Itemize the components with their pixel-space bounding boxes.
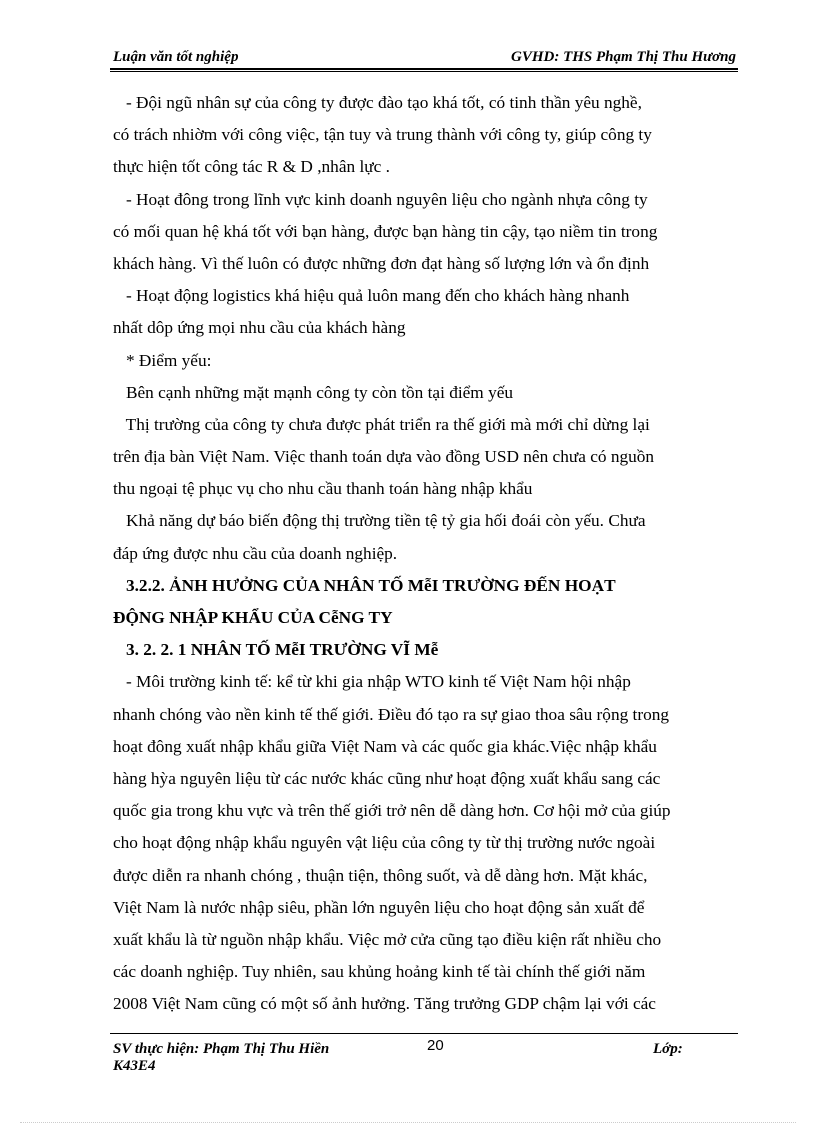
text-line: - Hoạt động logistics khá hiệu quả luôn mang đến cho khách hàng nhanh bbox=[113, 286, 630, 306]
text-line: đáp ứng được nhu cầu của doanh nghiệp. bbox=[113, 543, 398, 563]
section-heading: 3.2.2. ẢNH HƯỞNG CỦA NHÂN TỐ MễI TRƯỜNG ĐẾN HOẠT bbox=[113, 575, 616, 595]
text-line: cho hoạt động nhập khẩu nguyên vật liệu của công ty từ thị trường nước ngoài bbox=[113, 833, 656, 853]
text-line: xuất khẩu là từ nguồn nhập khẩu. Việc mở cửa cũng tạo điều kiện rất nhiều cho bbox=[113, 929, 662, 949]
header-left: Luận văn tốt nghiệp bbox=[113, 49, 239, 65]
footer-class-code: K43E4 bbox=[113, 1058, 156, 1074]
text-line: thu ngoại tệ phục vụ cho nhu cầu thanh toán hàng nhập khẩu bbox=[113, 479, 533, 499]
text-line: có mối quan hệ khá tốt với bạn hàng, được bạn hàng tin cậy, tạo niềm tin trong bbox=[113, 221, 658, 241]
header-rule bbox=[110, 68, 738, 70]
text-line: * Điểm yếu: bbox=[113, 350, 212, 370]
header-rule-thin bbox=[110, 71, 738, 72]
text-line: 2008 Việt Nam cũng có một số ảnh hưởng. Tăng trưởng GDP chậm lại với các bbox=[113, 994, 656, 1014]
text-line: khách hàng. Vì thế luôn có được những đơn đạt hàng số lượng lớn và ổn định bbox=[113, 253, 650, 273]
text-line: thực hiện tốt công tác R & D ,nhân lực . bbox=[113, 157, 390, 177]
text-line: - Hoạt đông trong lĩnh vực kinh doanh nguyên liệu cho ngành nhựa công ty bbox=[113, 189, 648, 209]
text-line: trên địa bàn Việt Nam. Việc thanh toán dựa vào đồng USD nên chưa có nguồn bbox=[113, 447, 655, 467]
subsection-heading: 3. 2. 2. 1 NHÂN TỐ MễI TRƯỜNG VĨ Mễ bbox=[113, 640, 439, 660]
section-heading-cont: ĐỘNG NHẬP KHẨU CỦA CễNG TY bbox=[113, 608, 393, 627]
text-line: hoạt đông xuất nhập khẩu giữa Việt Nam và các quốc gia khác.Việc nhập khẩu bbox=[113, 736, 657, 756]
text-line: được diễn ra nhanh chóng , thuận tiện, thông suốt, và dễ dàng hơn. Mặt khác, bbox=[113, 865, 648, 885]
text-line: Bên cạnh những mặt mạnh công ty còn tồn tại điểm yếu bbox=[113, 382, 514, 402]
text-line: Việt Nam là nước nhập siêu, phần lớn nguyên liệu cho hoạt động sản xuất để bbox=[113, 897, 645, 917]
text-line: - Đội ngũ nhân sự của công ty được đào tạo khá tốt, có tinh thần yêu nghề, bbox=[113, 93, 642, 112]
text-line: các doanh nghiệp. Tuy nhiên, sau khủng hoảng kinh tế tài chính thế giới năm bbox=[113, 962, 646, 982]
text-line: quốc gia trong khu vực và trên thế giới trở nên dễ dàng hơn. Cơ hội mở của giúp bbox=[113, 801, 671, 821]
footer-class-label: Lớp: bbox=[653, 1041, 683, 1057]
text-line: hàng hỳa nguyên liệu từ các nước khác cũng như hoạt động xuất khẩu sang các bbox=[113, 768, 661, 788]
body-text bbox=[113, 93, 739, 1026]
page-number: 20 bbox=[427, 1037, 444, 1054]
text-line: Thị trường của công ty chưa được phát triển ra thế giới mà mới chỉ dừng lại bbox=[113, 414, 650, 434]
text-line: Khả năng dự báo biến động thị trường tiền tệ tỷ gia hối đoái còn yếu. Chưa bbox=[113, 511, 646, 531]
text-line: - Môi trường kinh tế: kể từ khi gia nhập WTO kinh tế Việt Nam hội nhập bbox=[113, 672, 631, 692]
text-line: nhất dôp ứng mọi nhu cầu của khách hàng bbox=[113, 318, 406, 338]
header-right: GVHD: THS Phạm Thị Thu Hương bbox=[511, 49, 736, 65]
footer-rule bbox=[110, 1033, 738, 1034]
text-line: nhanh chóng vào nền kinh tế thế giới. Điều đó tạo ra sự giao thoa sâu rộng trong bbox=[113, 704, 670, 724]
footer-student: SV thực hiện: Phạm Thị Thu Hiền bbox=[113, 1041, 330, 1057]
text-line: có trách nhiờm với công việc, tận tuy và trung thành với công ty, giúp công ty bbox=[113, 125, 652, 145]
